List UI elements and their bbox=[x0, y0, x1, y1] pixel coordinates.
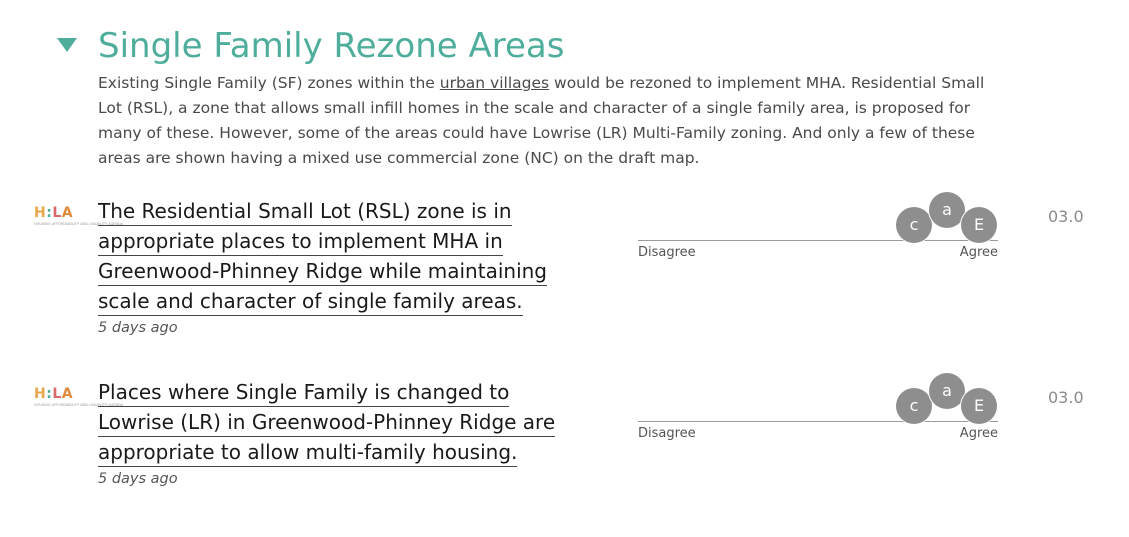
agreement-scale bbox=[638, 377, 998, 447]
scale-disagree-label: Disagree bbox=[638, 426, 696, 441]
hala-logo bbox=[34, 386, 124, 413]
logo-letter: : bbox=[46, 386, 53, 402]
logo-letter: L bbox=[52, 205, 62, 221]
hala-logo bbox=[34, 205, 124, 232]
question-line: appropriate places to implement MHA in bbox=[98, 229, 503, 256]
scale-line bbox=[638, 421, 998, 422]
scale-agree-label: Agree bbox=[959, 426, 998, 441]
logo-letter: L bbox=[52, 386, 62, 402]
timestamp: 5 days ago bbox=[98, 471, 178, 487]
logo-letter: A bbox=[61, 386, 74, 402]
scale-line bbox=[638, 240, 998, 241]
logo-letter: H bbox=[34, 386, 47, 402]
urban-villages-link[interactable]: urban villages bbox=[439, 74, 550, 92]
logo-tagline: HOUSING AFFORDABILITY AND LIVABILITY AGENDA bbox=[34, 222, 124, 226]
response-bubble[interactable]: E bbox=[961, 207, 997, 243]
response-bubble[interactable]: a bbox=[929, 192, 965, 228]
description-text-end: would be rezoned to implement MHA. Residential Small Lot (RSL), a zone that allows small infill homes in the scale and character of a single family area, is proposed for many of these. However, some of the areas could have Lowrise (LR) Multi-Family zoning. And only a few of these areas are shown having a mixed use commercial zone (NC) on the draft map. bbox=[98, 74, 985, 167]
question-line: The Residential Small Lot (RSL) zone is in bbox=[98, 199, 512, 226]
timestamp: 5 days ago bbox=[98, 320, 178, 336]
response-bubble[interactable]: E bbox=[961, 388, 997, 424]
response-bubble[interactable]: c bbox=[896, 207, 932, 243]
score-value: 03.0 bbox=[1048, 207, 1084, 226]
question-line: Lowrise (LR) in Greenwood-Phinney Ridge are bbox=[98, 410, 555, 437]
score-value: 03.0 bbox=[1048, 388, 1084, 407]
agreement-scale bbox=[638, 196, 998, 266]
logo-letter: H bbox=[34, 205, 47, 221]
logo-letter: A bbox=[61, 205, 74, 221]
response-bubble[interactable]: c bbox=[896, 388, 932, 424]
scale-disagree-label: Disagree bbox=[638, 245, 696, 260]
question-line: scale and character of single family areas. bbox=[98, 289, 523, 316]
question-line: appropriate to allow multi-family housing. bbox=[98, 440, 517, 467]
statement-item bbox=[0, 196, 1129, 356]
statement-question-link[interactable] bbox=[98, 377, 568, 467]
section-description bbox=[98, 71, 1008, 171]
statement-question-link[interactable] bbox=[98, 196, 568, 316]
logo-letter: : bbox=[46, 205, 53, 221]
collapse-toggle-icon[interactable] bbox=[57, 38, 77, 52]
scale-agree-label: Agree bbox=[959, 245, 998, 260]
response-bubble[interactable]: a bbox=[929, 373, 965, 409]
statement-item bbox=[0, 377, 1129, 537]
logo-tagline: HOUSING AFFORDABILITY AND LIVABILITY AGENDA bbox=[34, 403, 124, 407]
section-title: Single Family Rezone Areas bbox=[98, 26, 565, 66]
question-line: Greenwood-Phinney Ridge while maintaining bbox=[98, 259, 547, 286]
description-text-start: Existing Single Family (SF) zones within the bbox=[98, 74, 440, 92]
question-line: Places where Single Family is changed to bbox=[98, 380, 509, 407]
